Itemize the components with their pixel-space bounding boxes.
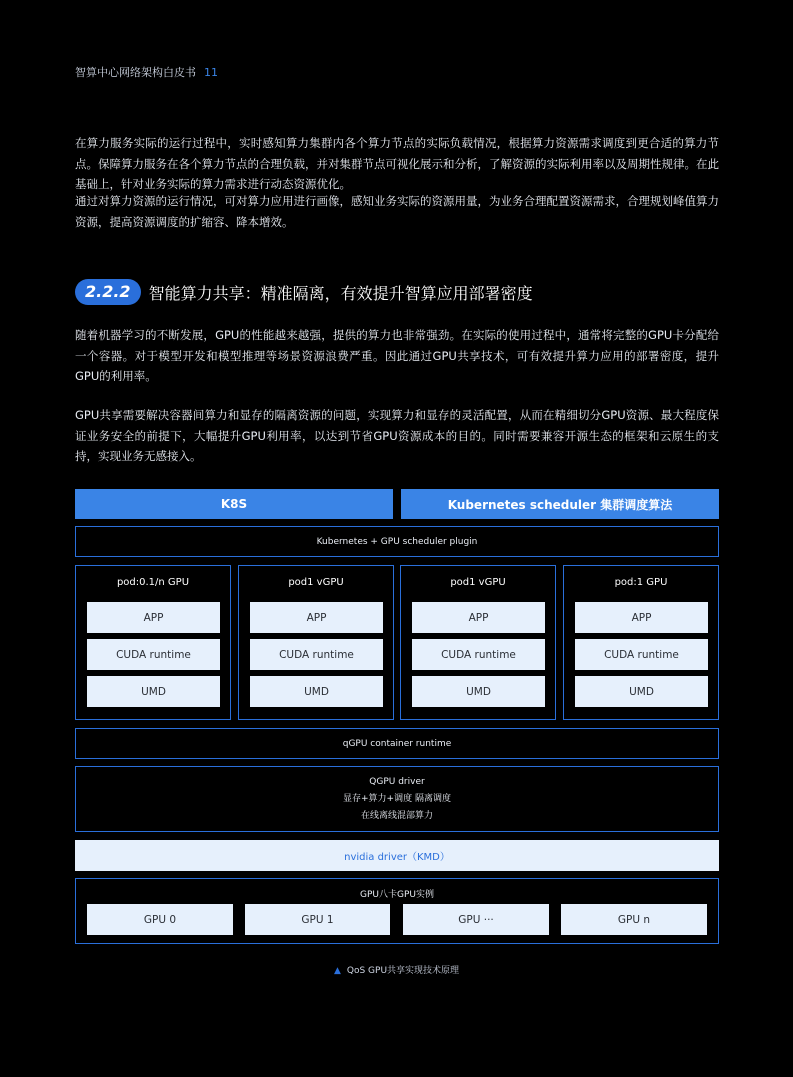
pod-box [75,565,231,720]
cuda-runtime-layer: CUDA runtime [575,639,708,670]
k8s-header-box: K8S [75,489,393,519]
paragraph-2: 通过对算力资源的运行情况，可对算力应用进行画像，感知业务实际的资源用量，为业务合理配置资源需求，合理规划峰值算力资源，提高资源调度的扩缩容、降本增效。 [75,194,719,229]
driver-line: QGPU driver [369,776,425,787]
caption-text: QoS GPU共享实现技术原理 [346,966,460,976]
gpu-group-title: GPU八卡GPU实例 [360,890,434,900]
umd-layer: UMD [575,676,708,707]
umd-layer: UMD [412,676,545,707]
gpu-box: GPU 1 [245,904,390,935]
umd-layer: UMD [87,676,220,707]
header-title: 智算中心网络架构白皮书 [75,66,196,79]
pod-box [563,565,719,720]
section-heading [75,278,533,306]
section-number: 2.2.2 [75,279,141,305]
cuda-runtime-layer: CUDA runtime [412,639,545,670]
app-layer: APP [412,602,545,633]
app-layer: APP [250,602,383,633]
paragraph-4: GPU共享需要解决容器间算力和显存的隔离资源的问题，实现算力和显存的灵活配置，从而在精细切分GPU资源、最大程度保证业务安全的前提下，大幅提升GPU利用率，以达到节省GPU资源成本的目的。同时需要兼容开源生态的框架和云原生的支持，实现业务无感接入。 [75,408,719,463]
app-layer: APP [87,602,220,633]
figure-caption [0,963,793,976]
pod-title: pod:0.1/n GPU [116,577,190,588]
section-title: 智能算力共享：精准隔离，有效提升智算应用部署密度 [148,283,533,303]
page-header [75,64,218,80]
cuda-runtime-layer: CUDA runtime [87,639,220,670]
cuda-runtime-layer: CUDA runtime [250,639,383,670]
driver-line: 在线离线混部算力 [360,810,433,821]
page-number: 11 [204,66,218,79]
app-layer: APP [575,602,708,633]
gpu-box: GPU ··· [403,904,549,935]
gpu-box: GPU n [561,904,707,935]
pod-box [400,565,556,720]
pod-box [238,565,394,720]
pod-title: pod:1 GPU [614,577,668,588]
scheduler-plugin-box: Kubernetes + GPU scheduler plugin [75,526,719,557]
driver-line: 显存+算力+调度 隔离调度 [343,793,451,804]
gpu-box: GPU 0 [87,904,233,935]
qgpu-driver-box [75,766,719,832]
pod-title: pod1 vGPU [450,577,506,588]
paragraph-3: 随着机器学习的不断发展，GPU的性能越来越强，提供的算力也非常强劲。在实际的使用过程中，通常将完整的GPU卡分配给一个容器。对于模型开发和模型推理等场景资源浪费严重。因此通过GPU共享技术，可有效提升算力应用的部署密度，提升GPU的利用率。 [75,328,719,383]
caption-triangle-icon: ▲ [333,966,341,976]
umd-layer: UMD [250,676,383,707]
kmd-driver-box: nvidia driver（KMD） [75,840,719,871]
container-runtime-box: qGPU container runtime [75,728,719,759]
pod-title: pod1 vGPU [288,577,344,588]
scheduler-header-box: Kubernetes scheduler 集群调度算法 [401,489,719,519]
paragraph-1: 在算力服务实际的运行过程中，实时感知算力集群内各个算力节点的实际负载情况，根据算力资源需求调度到更合适的算力节点。保障算力服务在各个算力节点的合理负载，并对集群节点可视化展示和分析，了解资源的实际利用率以及周期性规律。在此基础上，针对业务实际的算力需求进行动态资源优化。 [75,136,719,191]
